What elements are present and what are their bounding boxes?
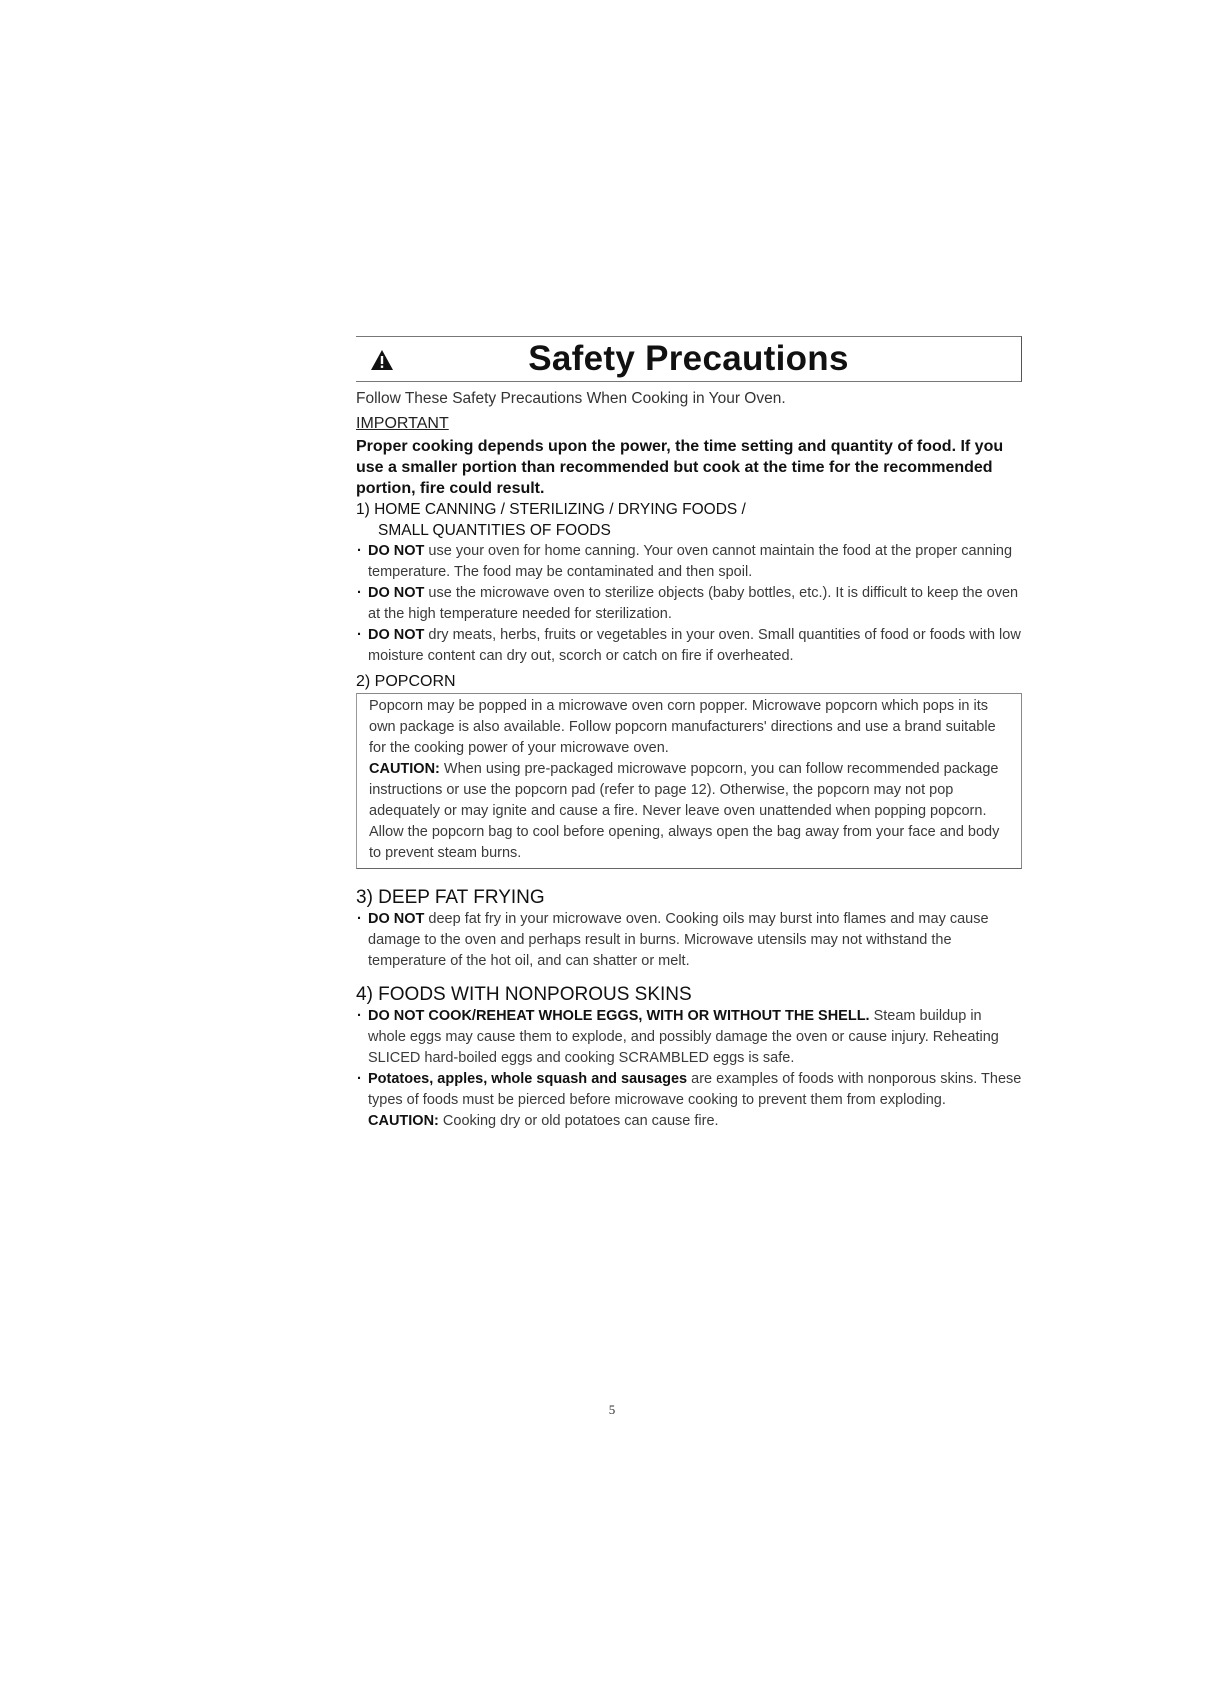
section1-heading [356,499,1022,541]
caution-text: Cooking dry or old potatoes can cause fire. [438,1113,719,1129]
popcorn-para: Popcorn may be popped in a microwave oven corn popper. Microwave popcorn which pops in its own package is also available. Follow popcorn manufacturers' directions and use a brand suitable for the cooking power of your microwave oven. [369,698,996,756]
intro-text: Follow These Safety Precautions When Cooking in Your Oven. [356,390,786,407]
bullet-text: are examples of foods with nonporous skins. These types of foods must be pierced before microwave cooking to prevent them from exploding. [368,1071,1022,1108]
bullet-text: deep fat fry in your microwave oven. Cooking oils may burst into flames and may cause damage to the oven and perhaps result in burns. Microwave utensils may not withstand the temperature of the hot oil, and can shatter or melt. [368,911,989,969]
page-number: 5 [608,1402,616,1417]
section1-heading-line2: SMALL QUANTITIES OF FOODS [378,522,611,539]
section1-bullet-canning [356,541,1022,583]
bullet-text: dry meats, herbs, fruits or vegetables in your oven. Small quantities of food or foods with low moisture content can dry out, scorch or catch on fire if overheated. [368,627,1021,664]
important-label: IMPORTANT [356,415,449,432]
section4-caution [356,1111,1022,1132]
bullet-lead: DO NOT [368,585,425,601]
section3-bullet [356,909,1022,972]
section4-bullet-potatoes [356,1069,1022,1111]
bullet-text: use your oven for home canning. Your oven cannot maintain the food at the proper canning temperature. The food may be contaminated and then spoil. [368,543,1013,580]
bullet-lead: DO NOT [368,627,425,643]
section1-bullet-sterilize [356,583,1022,625]
bullet-text: Steam buildup in whole eggs may cause them to explode, and possibly damage the oven or cause injury. Reheating SLICED hard-boiled eggs and cooking SCRAMBLED eggs is safe. [368,1008,999,1066]
caution-label: CAUTION: [368,1113,439,1129]
section4-heading: 4) FOODS WITH NONPOROUS SKINS [356,984,692,1005]
section1-heading-line1: 1) HOME CANNING / STERILIZING / DRYING FOODS / [356,501,746,518]
document-page [356,336,1022,1132]
bullet-text: use the microwave oven to sterilize objects (baby bottles, etc.). It is difficult to keep the oven at the high temperature needed for sterilization. [368,585,1019,622]
section2-heading: 2) POPCORN [356,673,456,690]
bullet-lead: DO NOT COOK/REHEAT WHOLE EGGS, WITH OR WITHOUT THE SHELL. [368,1008,870,1024]
title-banner [356,336,1022,382]
section4-bullet-eggs [356,1006,1022,1069]
bullet-lead: DO NOT [368,543,425,559]
important-text: Proper cooking depends upon the power, the time setting and quantity of food. If you use a smaller portion than recommended but cook at the time for the recommended portion, fire could result. [356,438,1004,497]
caution-text: When using pre-packaged microwave popcorn, you can follow recommended package instructions or use the popcorn pad (refer to page 12). Otherwise, the popcorn may not pop adequately or may ignite and cause a fire. Never leave oven unattended when popping popcorn. Allow the popcorn bag to cool before opening, always open the bag away from your face and body to prevent steam burns. [369,761,1000,861]
section1-bullet-drying [356,625,1022,667]
page-title: Safety Precautions [528,339,849,378]
popcorn-box [356,693,1022,869]
caution-label: CAUTION: [369,761,440,777]
section3-heading: 3) DEEP FAT FRYING [356,887,545,908]
popcorn-caution [369,759,1001,864]
bullet-lead: DO NOT [368,911,425,927]
bullet-lead: Potatoes, apples, whole squash and sausages [368,1071,688,1087]
